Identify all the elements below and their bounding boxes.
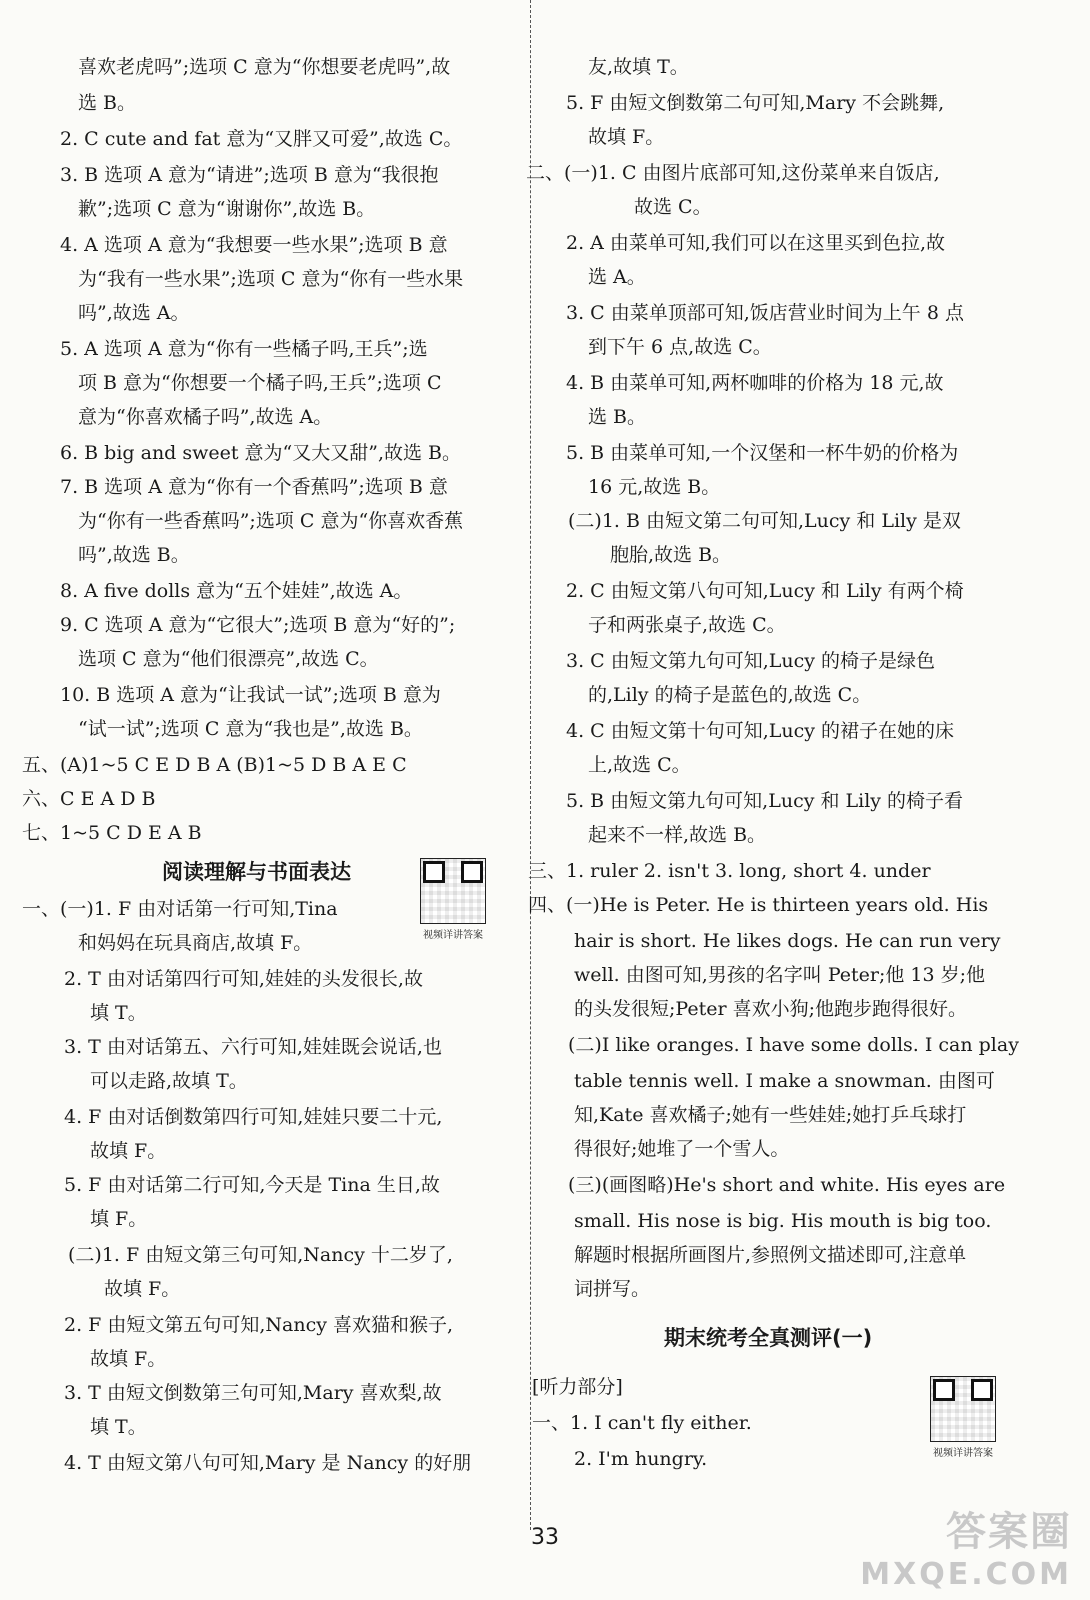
watermark-line1: 答案圈 <box>946 1509 1072 1555</box>
text-line: 的,Lily 的椅子是蓝色的,故选 C。 <box>588 684 872 706</box>
text-line: (二)I like oranges. I have some dolls. I can play <box>568 1034 1019 1056</box>
text-line: 填 F。 <box>90 1208 148 1230</box>
text-line: 3. T 由短文倒数第三句可知,Mary 喜欢梨,故 <box>64 1382 442 1404</box>
text-line: 为“你有一些香蕉吗”;选项 C 意为“你喜欢香蕉 <box>78 510 464 532</box>
text-line: 上,故选 C。 <box>588 754 691 776</box>
text-line: 三、1. ruler 2. isn't 3. long, short 4. under <box>528 860 931 882</box>
qr-code-icon <box>930 1376 996 1442</box>
text-line: 2. T 由对话第四行可知,娃娃的头发很长,故 <box>64 968 423 990</box>
text-line: 填 T。 <box>90 1416 147 1438</box>
text-line: 知,Kate 喜欢橘子;她有一些娃娃;她打乒乓球打 <box>574 1104 967 1126</box>
text-line: 3. C 由菜单顶部可知,饭店营业时间为上午 8 点 <box>566 302 964 324</box>
text-line: 5. B 由短文第九句可知,Lucy 和 Lily 的椅子看 <box>566 790 964 812</box>
text-line: 意为“你喜欢橘子吗”,故选 A。 <box>78 406 333 428</box>
text-line: 五、(A)1~5 C E D B A (B)1~5 D B A E C <box>22 754 407 776</box>
text-line: 故填 F。 <box>90 1140 167 1162</box>
text-line: 项 B 意为“你想要一个橘子吗,王兵”;选项 C <box>78 372 442 394</box>
watermark-line2: MXQE.COM <box>860 1557 1072 1592</box>
text-line: 2. C cute and fat 意为“又胖又可爱”,故选 C。 <box>60 128 463 150</box>
qr-caption: 视频详讲答案 <box>423 930 483 941</box>
text-line: 喜欢老虎吗”;选项 C 意为“你想要老虎吗”,故 <box>78 56 451 78</box>
text-line: 3. T 由对话第五、六行可知,娃娃既会说话,也 <box>64 1036 442 1058</box>
qr-code-icon <box>420 858 486 924</box>
qr-code <box>930 1376 996 1459</box>
text-line: 二、(一)1. C 由图片底部可知,这份菜单来自饭店, <box>526 162 940 184</box>
text-line: well. 由图可知,男孩的名字叫 Peter;他 13 岁;他 <box>574 964 986 986</box>
text-line: hair is short. He likes dogs. He can run very <box>574 930 1001 952</box>
text-line: 9. C 选项 A 意为“它很大”;选项 B 意为“好的”; <box>60 614 456 636</box>
section-title: 期末统考全真测评(一) <box>664 1326 873 1350</box>
column-divider <box>530 0 531 1530</box>
text-line: 4. A 选项 A 意为“我想要一些水果”;选项 B 意 <box>60 234 448 256</box>
text-line: 5. A 选项 A 意为“你有一些橘子吗,王兵”;选 <box>60 338 428 360</box>
text-line: 3. C 由短文第九句可知,Lucy 的椅子是绿色 <box>566 650 936 672</box>
text-line: (二)1. F 由短文第三句可知,Nancy 十二岁了, <box>68 1244 453 1266</box>
text-line: (三)(画图略)He's short and white. His eyes are <box>568 1174 1006 1196</box>
text-line: 3. B 选项 A 意为“请进”;选项 B 意为“我很抱 <box>60 164 439 186</box>
text-line: 4. T 由短文第八句可知,Mary 是 Nancy 的好朋 <box>64 1452 472 1474</box>
text-line: 2. C 由短文第八句可知,Lucy 和 Lily 有两个椅 <box>566 580 964 602</box>
text-line: 选项 C 意为“他们很漂亮”,故选 C。 <box>78 648 379 670</box>
text-line: 四、(一)He is Peter. He is thirteen years old. His <box>528 894 989 916</box>
text-line: 故选 C。 <box>634 196 712 218</box>
text-line: 故填 F。 <box>90 1348 167 1370</box>
text-line: 7. B 选项 A 意为“你有一个香蕉吗”;选项 B 意 <box>60 476 448 498</box>
text-line: 选 B。 <box>588 406 647 428</box>
text-line: 吗”,故选 A。 <box>78 302 190 324</box>
text-line: 故填 F。 <box>104 1278 181 1300</box>
text-line: 10. B 选项 A 意为“让我试一试”;选项 B 意为 <box>60 684 441 706</box>
text-line: 词拼写。 <box>574 1278 651 1300</box>
text-line: “试一试”;选项 C 意为“我也是”,故选 B。 <box>78 718 423 740</box>
text-line: (二)1. B 由短文第二句可知,Lucy 和 Lily 是双 <box>568 510 961 532</box>
text-line: 歉”;选项 C 意为“谢谢你”,故选 B。 <box>78 198 376 220</box>
qr-code <box>420 858 486 941</box>
text-line: 一、(一)1. F 由对话第一行可知,Tina <box>22 898 338 920</box>
text-line: 6. B big and sweet 意为“又大又甜”,故选 B。 <box>60 442 462 464</box>
text-line: 胞胎,故选 B。 <box>610 544 732 566</box>
text-line: 为“我有一些水果”;选项 C 意为“你有一些水果 <box>78 268 464 290</box>
text-line: 8. A five dolls 意为“五个娃娃”,故选 A。 <box>60 580 413 602</box>
text-line: 解题时根据所画图片,参照例文描述即可,注意单 <box>574 1244 967 1266</box>
section-title: 阅读理解与书面表达 <box>162 860 351 884</box>
text-line: 可以走路,故填 T。 <box>90 1070 248 1092</box>
text-line: 到下午 6 点,故选 C。 <box>588 336 772 358</box>
text-line: 的头发很短;Peter 喜欢小狗;他跑步跑得很好。 <box>574 998 967 1020</box>
text-line: 5. F 由短文倒数第二句可知,Mary 不会跳舞, <box>566 92 945 114</box>
watermark <box>860 1500 1072 1592</box>
page-number: 33 <box>531 1525 559 1550</box>
text-line: 得很好;她堆了一个雪人。 <box>574 1138 790 1160</box>
text-line: 选 A。 <box>588 266 646 288</box>
text-line: 起来不一样,故选 B。 <box>588 824 767 846</box>
text-line: 吗”,故选 B。 <box>78 544 190 566</box>
text-line: 5. F 由对话第二行可知,今天是 Tina 生日,故 <box>64 1174 440 1196</box>
text-line: [听力部分] <box>532 1376 623 1398</box>
text-line: 友,故填 T。 <box>588 56 689 78</box>
text-line: 六、C E A D B <box>22 788 156 810</box>
text-line: 16 元,故选 B。 <box>588 476 721 498</box>
text-line: 5. B 由菜单可知,一个汉堡和一杯牛奶的价格为 <box>566 442 959 464</box>
text-line: 2. F 由短文第五句可知,Nancy 喜欢猫和猴子, <box>64 1314 454 1336</box>
text-line: 七、1~5 C D E A B <box>22 822 202 844</box>
text-line: 4. F 由对话倒数第四行可知,娃娃只要二十元, <box>64 1106 443 1128</box>
text-line: 和妈妈在玩具商店,故填 F。 <box>78 932 313 954</box>
text-line: 故填 F。 <box>588 126 665 148</box>
text-line: 4. C 由短文第十句可知,Lucy 的裙子在她的床 <box>566 720 955 742</box>
text-line: 一、1. I can't fly either. <box>532 1412 752 1434</box>
text-line: 4. B 由菜单可知,两杯咖啡的价格为 18 元,故 <box>566 372 944 394</box>
text-line: small. His nose is big. His mouth is big too. <box>574 1210 992 1232</box>
text-line: 填 T。 <box>90 1002 147 1024</box>
text-line: 选 B。 <box>78 92 137 114</box>
text-line: 子和两张桌子,故选 C。 <box>588 614 786 636</box>
qr-caption: 视频详讲答案 <box>933 1448 993 1459</box>
text-line: 2. A 由菜单可知,我们可以在这里买到色拉,故 <box>566 232 946 254</box>
text-line: table tennis well. I make a snowman. 由图可 <box>574 1070 995 1092</box>
text-line: 2. I'm hungry. <box>574 1448 708 1470</box>
